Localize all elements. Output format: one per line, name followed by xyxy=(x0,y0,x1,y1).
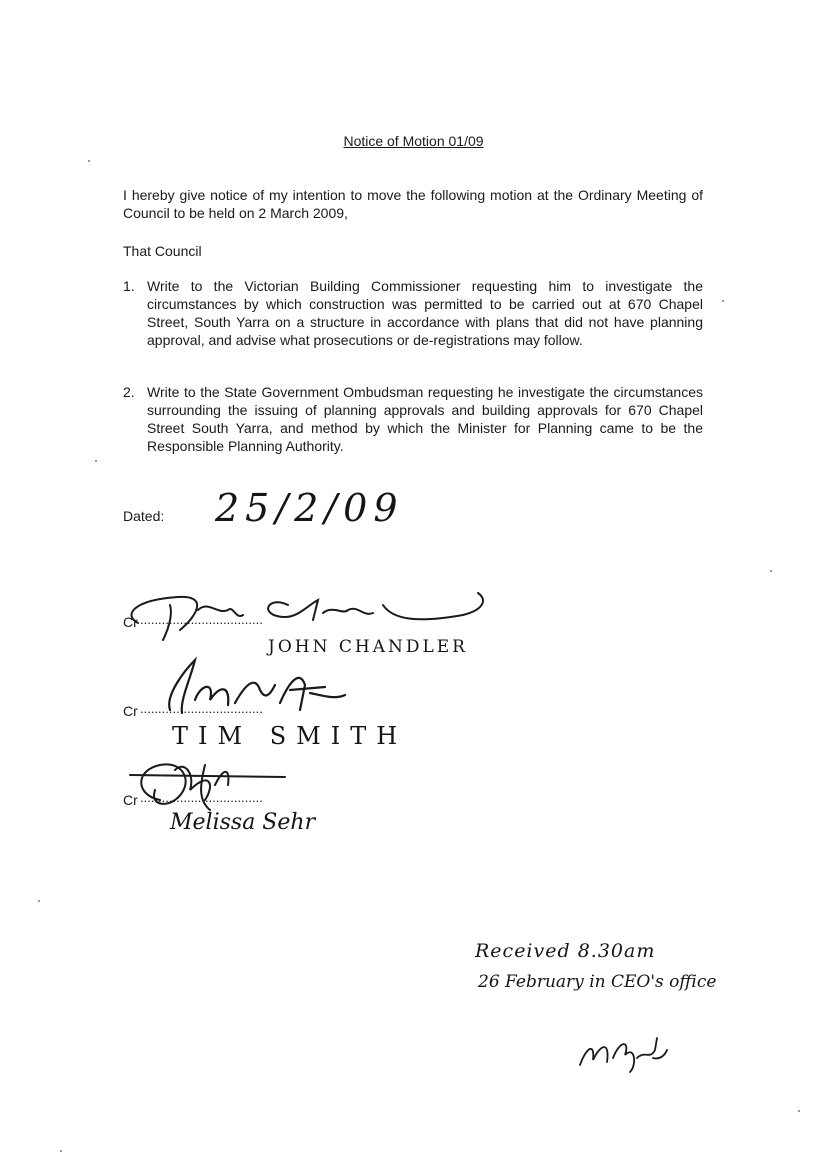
received-note-line-2: 26 February in CEO's office xyxy=(478,972,717,992)
signature-line: .................................. xyxy=(140,701,263,716)
scan-speck xyxy=(38,900,40,902)
signature-line: .................................. xyxy=(140,612,263,627)
scan-speck xyxy=(722,300,724,302)
motion-item-number: 1. xyxy=(123,278,135,294)
motion-item-text: Write to the Victorian Building Commissioner requesting him to investigate the circumstances by which construction was permitted to be carried out at 670 Chapel Street, South Yarra on a structure in accordance with plans that did not have planning approval, and advise what prosecutions or de-registrations may follow. xyxy=(147,278,703,348)
scan-speck xyxy=(88,160,90,162)
motion-item-2 xyxy=(123,383,703,455)
that-council-label: That Council xyxy=(123,243,202,259)
received-note-line-1: Received 8.30am xyxy=(475,940,656,962)
scan-speck xyxy=(95,460,97,462)
signature-line: .................................. xyxy=(140,790,263,805)
motion-item-text: Write to the State Government Ombudsman requesting he investigate the circumstances surrounding the issuing of planning approvals and building approvals for 670 Chapel Street South Yarra, and method by which the Minister for Planning came to be the Responsible Planning Authority. xyxy=(147,384,703,454)
motion-item-1 xyxy=(123,277,703,349)
motion-item-number: 2. xyxy=(123,384,135,400)
signature-2-image xyxy=(140,655,360,720)
dated-handwritten: 25/2/09 xyxy=(215,486,404,530)
scan-speck xyxy=(60,1150,62,1152)
signatory-1-prefix: Cr xyxy=(123,614,138,630)
signatory-3-printed-name: Melissa Sehr xyxy=(170,810,316,835)
scan-speck xyxy=(770,570,772,572)
received-initials-signature xyxy=(575,1030,670,1075)
scan-speck xyxy=(798,1110,800,1112)
signature-1-image xyxy=(118,585,498,645)
signatory-1-printed-name: JOHN CHANDLER xyxy=(268,637,468,657)
signature-3-image xyxy=(120,755,290,815)
signatory-2-prefix: Cr xyxy=(123,703,138,719)
signatory-2-printed-name: TIM SMITH xyxy=(172,722,408,750)
dated-label: Dated: xyxy=(123,508,165,524)
document-title: Notice of Motion 01/09 xyxy=(343,133,484,149)
signatory-3-prefix: Cr xyxy=(123,792,138,808)
intro-paragraph: I hereby give notice of my intention to move the following motion at the Ordinary Meeting of Council to be held on 2 March 2009, xyxy=(123,187,703,221)
